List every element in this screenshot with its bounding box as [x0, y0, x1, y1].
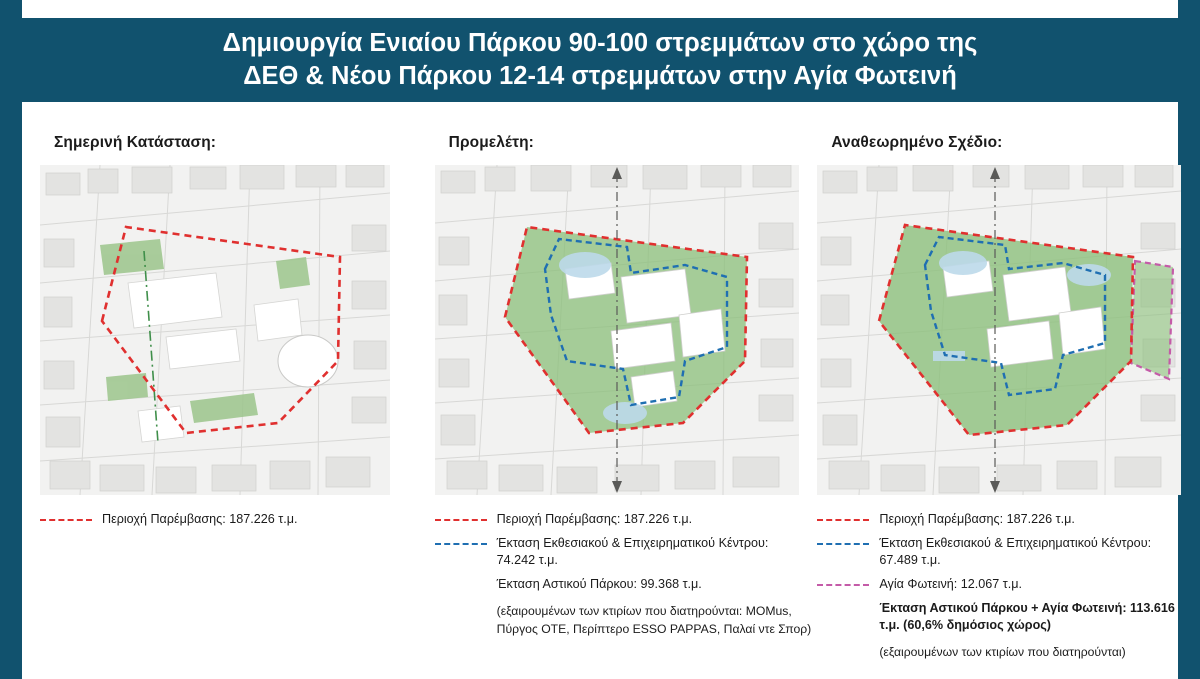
title-line-1: Δημιουργία Ενιαίου Πάρκου 90-100 στρεμμάτων στο χώρο της [222, 29, 978, 58]
map-existing-svg [40, 165, 390, 495]
legend-preliminary [435, 511, 815, 638]
legend-revised [817, 511, 1197, 662]
legend-park-area: Έκταση Αστικού Πάρκου: 99.368 τ.μ. [496, 577, 702, 591]
dashed-red-line-icon [817, 514, 869, 527]
column-preliminary-heading: Προμελέτη: [448, 134, 534, 151]
legend-item [40, 511, 420, 528]
legend-footnote: (εξαιρουμένων των κτιρίων που διατηρούνται: MOMus, Πύργος ΟΤΕ, Περίπτερο ESSO PAPPAS, Παλαί ντε Σπορ) [496, 604, 812, 636]
map-preliminary [435, 165, 799, 495]
legend-label: Περιοχή Παρέμβασης: 187.226 τ.μ. [102, 512, 298, 526]
legend-label: Περιοχή Παρέμβασης: 187.226 τ.μ. [879, 512, 1075, 526]
column-existing [0, 118, 423, 678]
column-revised [817, 118, 1200, 678]
column-existing-heading: Σημερινή Κατάσταση: [54, 134, 217, 151]
legend-item [817, 535, 1197, 569]
legend-existing [40, 511, 420, 528]
comparison-columns [0, 118, 1200, 678]
dashed-blue-line-icon [817, 538, 869, 551]
legend-total-public-space: Έκταση Αστικού Πάρκου + Αγία Φωτεινή: 113.616 τ.μ. (60,6% δημόσιος χώρος) [879, 601, 1175, 632]
dashed-red-line-icon [435, 514, 487, 527]
column-revised-heading: Αναθεωρημένο Σχέδιο: [831, 134, 1003, 151]
map-preliminary-svg [435, 165, 799, 495]
legend-footnote: (εξαιρουμένων των κτιρίων που διατηρούνται) [879, 645, 1126, 659]
map-revised [817, 165, 1181, 495]
map-existing [40, 165, 390, 495]
title-line-2: ΔΕΘ & Νέου Πάρκου 12-14 στρεμμάτων στην Αγία Φωτεινή [243, 62, 957, 90]
legend-label: Έκταση Εκθεσιακού & Επιχειρηματικού Κέντρου: 67.489 τ.μ. [879, 536, 1152, 567]
legend-item [435, 535, 815, 569]
dashed-red-line-icon [40, 514, 92, 527]
title-banner [22, 18, 1178, 102]
legend-label: Έκταση Εκθεσιακού & Επιχειρηματικού Κέντρου: 74.242 τ.μ. [496, 536, 769, 567]
dashed-blue-line-icon [435, 538, 487, 551]
legend-label: Περιοχή Παρέμβασης: 187.226 τ.μ. [496, 512, 693, 526]
column-preliminary [423, 118, 818, 678]
legend-item [817, 576, 1197, 593]
legend-label: Αγία Φωτεινή: 12.067 τ.μ. [879, 577, 1023, 591]
dashed-magenta-line-icon [817, 579, 869, 592]
legend-item [435, 511, 815, 528]
legend-item [817, 511, 1197, 528]
map-revised-svg [817, 165, 1181, 495]
